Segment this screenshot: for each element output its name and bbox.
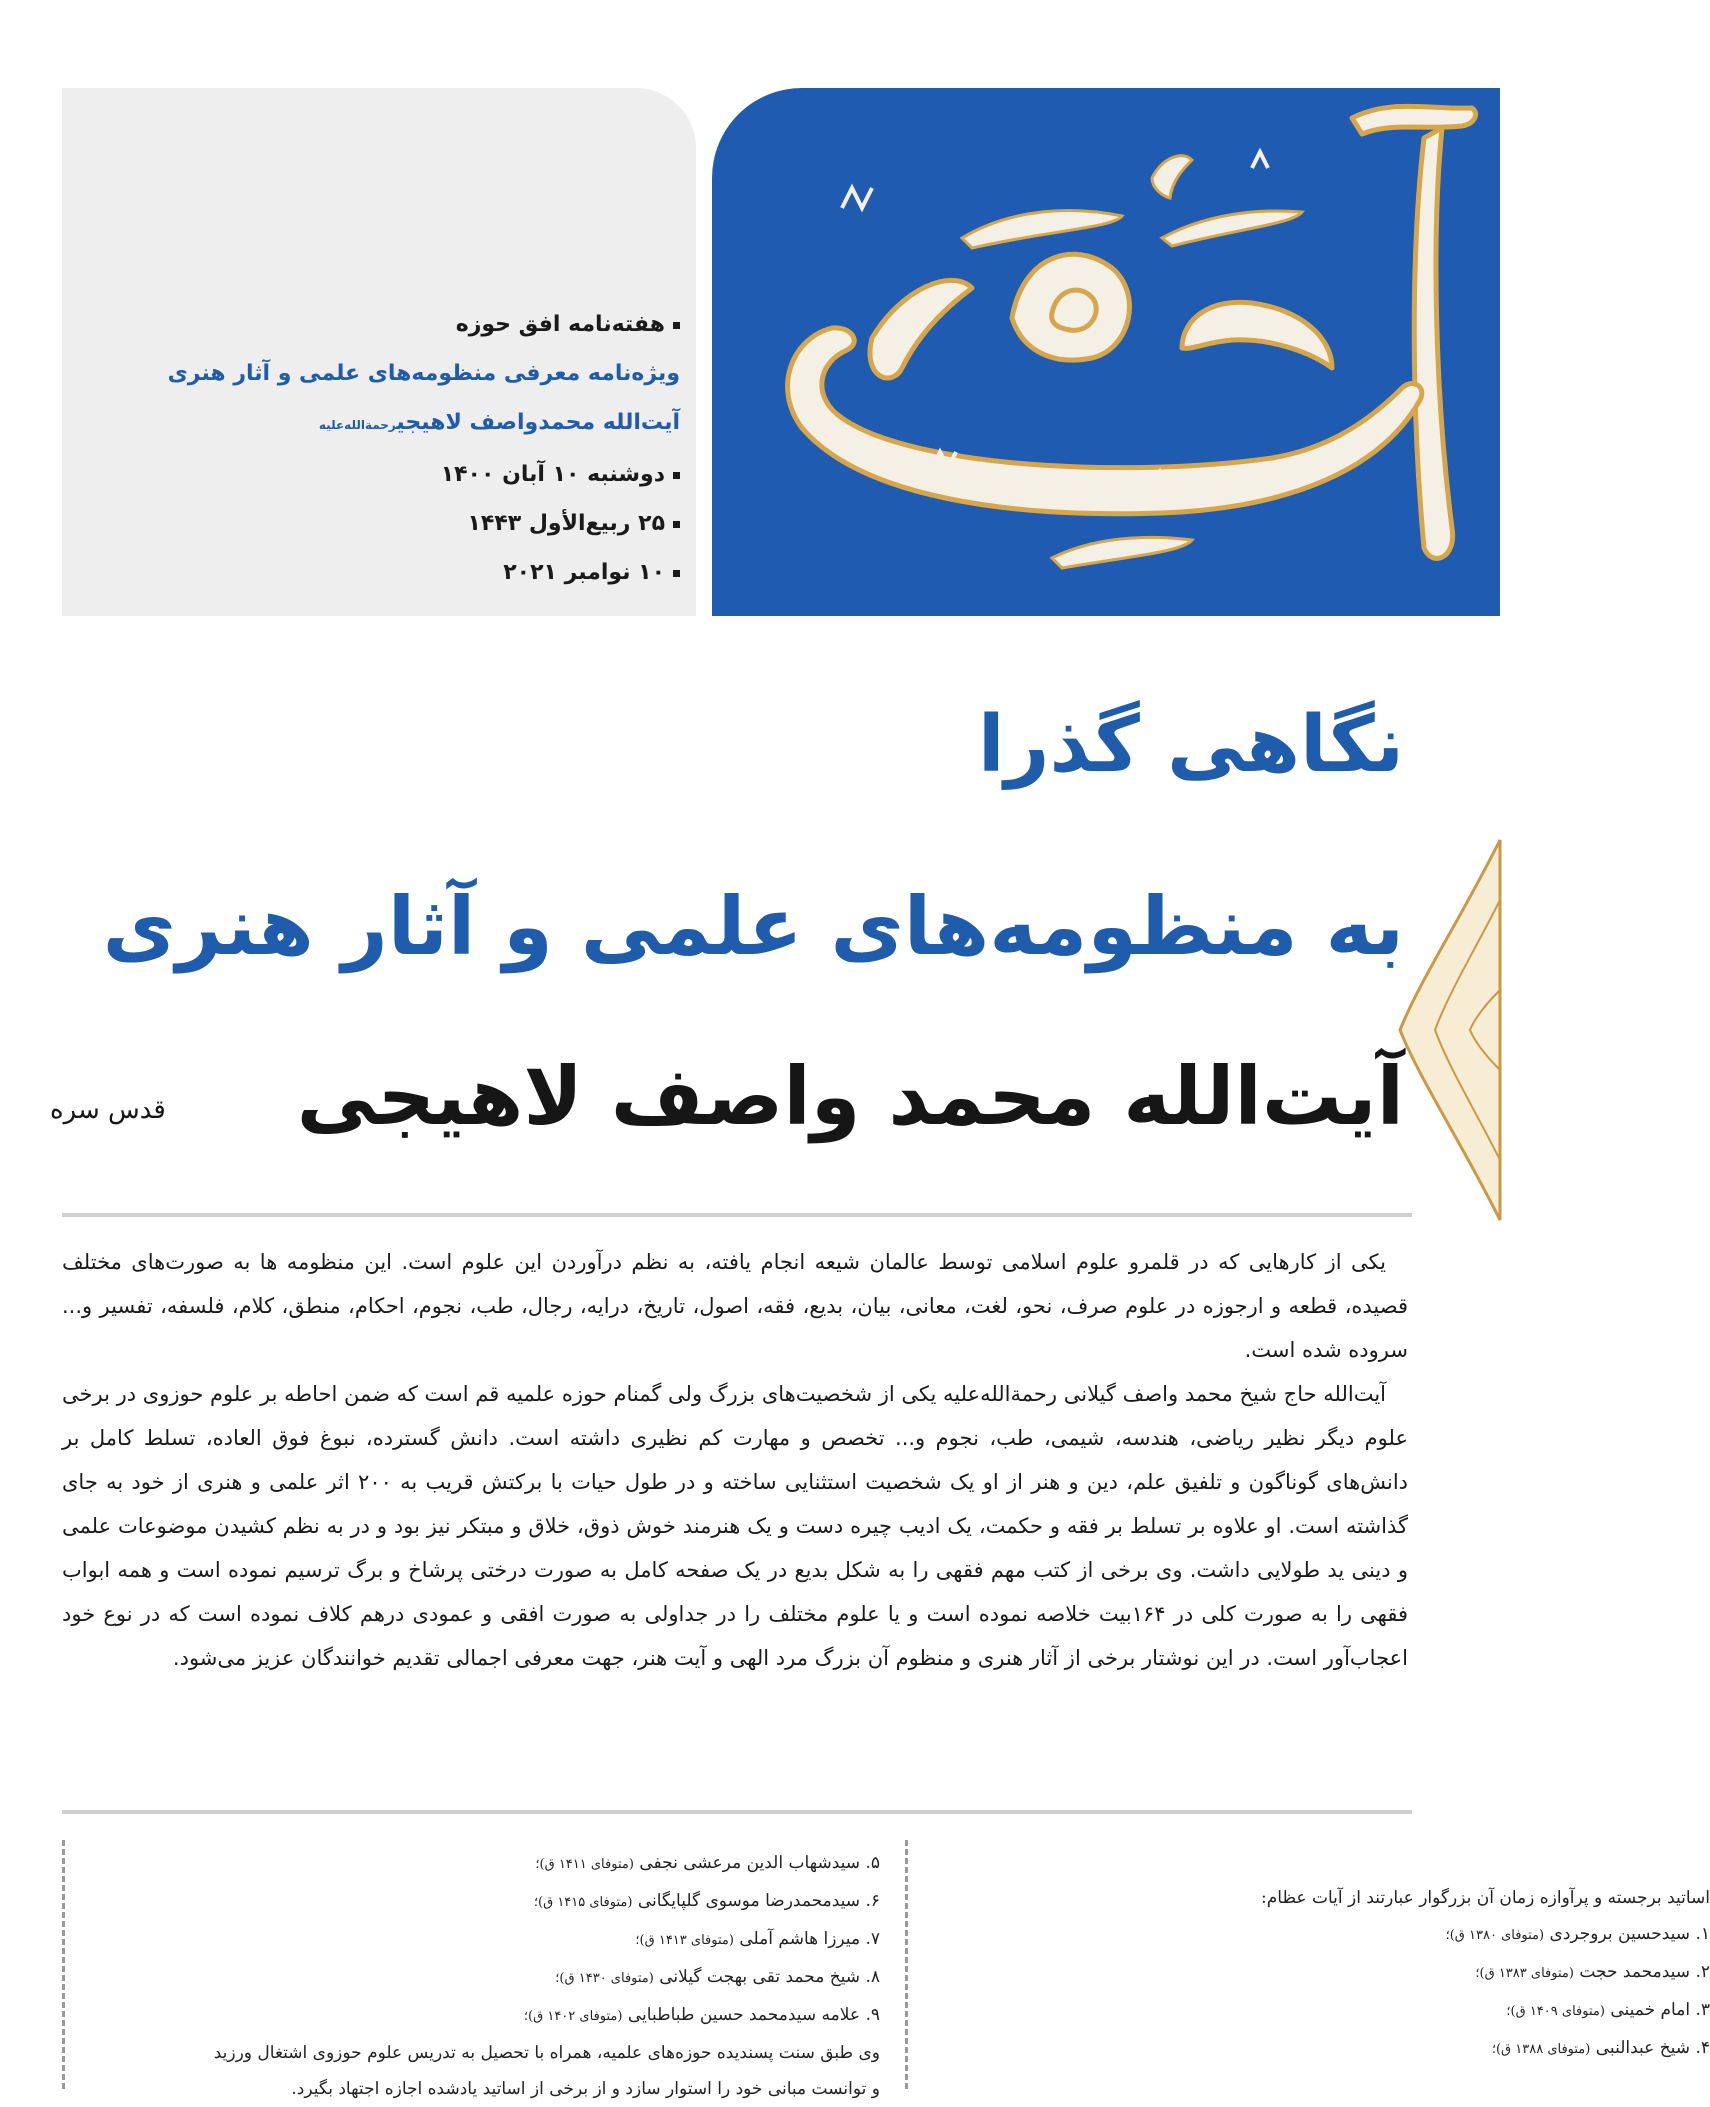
- footnote-column-separator: [905, 1840, 908, 2089]
- date-lunar-line: [120, 499, 680, 548]
- bullet-icon: [673, 472, 680, 479]
- footnotes-right: [1210, 1880, 1710, 2089]
- calligraphy-mark-3: [1252, 152, 1268, 168]
- bullet-icon: [673, 521, 680, 528]
- date-solar: دوشنبه ۱۰ آبان ۱۴۰۰: [440, 462, 665, 487]
- person-honorific: رحمة‌الله‌علیه: [318, 418, 397, 432]
- footnote-note: (متوفای ۱۴۱۵ ق)؛: [533, 1895, 633, 1910]
- footnote-note: (متوفای ۱۴۳۰ ق)؛: [555, 1971, 654, 1986]
- bullet-icon: [673, 322, 680, 329]
- bullet-icon: [673, 570, 680, 577]
- footnote-name: ۱. سیدحسین بروجردی: [1549, 1924, 1710, 1944]
- footnote-note: (متوفای ۱۳۸۰ ق)؛: [1445, 1928, 1545, 1943]
- footnote-name: ۹. علامه سیدمحمد حسین طباطبایی: [627, 2005, 880, 2025]
- footnote-item: [1210, 1992, 1710, 2030]
- footnote-item: [1210, 1954, 1710, 1992]
- footnote-intro: اساتید برجسته و پرآوازه زمان آن بزرگوار عبارتند از آیات عظام:: [1261, 1888, 1710, 1908]
- headline-line-3: آیت‌الله محمد واصف لاهیجی: [296, 1050, 1404, 1143]
- calligraphy-diacritic-4: [1152, 156, 1192, 198]
- paragraph-intro: یکی از کارهایی که در قلمرو علوم اسلامی توسط عالمان شیعه انجام یافته، به نظم درآوردن این علوم است. این منظومه ها به صورت‌های مختلف قصیده، قطعه و ارجوزه در علوم صرف، نحو، لغت، معانی، بیان، بدیع، فقه، اصول، تاریخ، درایه، رجال، طب، نجوم، احکام، منطق، کلام، فلسفه، تفسیر و... سروده شده است.: [62, 1250, 1408, 1362]
- headline-line-1: نگاهی گذرا: [977, 700, 1404, 790]
- calligraphy-diacritic-2: [1162, 211, 1302, 246]
- calligraphy-diacritic-1: [962, 211, 1122, 248]
- calligraphy-stroke-madd: [1352, 106, 1476, 134]
- footnotes-right-content: [1210, 1880, 1710, 2068]
- paragraph-biography: آیت‌الله حاج شیخ محمد واصف گیلانی رحمة‌الله‌علیه یکی از شخصیت‌های بزرگ ولی گمنام حوزه علمیه قم است که ضمن احاطه بر علوم حوزوی در برخی علوم دیگر نظیر ریاضی، هندسه، شیمی، طب، نجوم و... تخصص و مهارت کم نظیری داشته است. دانش گسترده، نبوغ فوق العاده، تسلط کامل بر دانش‌های گوناگون و تلفیق علم، دین و هنر از او یک شخصیت استثنایی ساخته و در طول حیات با برکتش قریب به ۲۰۰ اثر علمی و هنری از خود به جای گذاشته است. او علاوه بر تسلط بر فقه و حکمت، یک ادیب چیره دست و یک هنرمند خوش ذوق، خلاق و مبتکر نیز بود و در به نظم کشیدن موضوعات علمی و دینی ید طولایی داشت. وی برخی از کتب مهم فقهی را به شکل بدیع در یک صفحه کامل به صورت درختی پرشاخ و برگ ترسیم نموده است و همه ابواب فقهی را به صورت کلی در ۱۶۴بیت خلاصه نموده است و یا علوم مختلف را در جداولی به صورت افقی و عمودی درهم کلاف نموده است که در نوع خود اعجاب‌آور است. در این نوشتار برخی از آثار هنری و منظوم آن بزرگ مرد الهی و آیت هنر، جهت معرفی اجمالی تقدیم خوانندگان عزیز می‌شود.: [62, 1382, 1409, 1670]
- footnote-note: (متوفای ۱۴۰۲ ق)؛: [523, 2009, 623, 2024]
- article-body: [62, 1240, 1408, 1680]
- footnote-item: [80, 1883, 880, 1921]
- calligraphy-diacritic-3: [1052, 537, 1192, 568]
- calligraphy-mark-1: [842, 188, 872, 208]
- footnotes-middle: [80, 1845, 880, 2107]
- footnote-note: (متوفای ۱۴۰۹ ق)؛: [1506, 2004, 1605, 2019]
- footnote-note: (متوفای ۱۳۸۳ ق)؛: [1475, 1966, 1574, 1981]
- footnote-name: ۳. امام خمینی: [1610, 2000, 1710, 2020]
- person-name: آیت‌الله محمدواصف لاهیجی: [396, 410, 680, 435]
- divider-bottom: [62, 1810, 1412, 1814]
- publication-line: [120, 300, 680, 349]
- calligraphy-stroke-he: [1012, 254, 1129, 360]
- footnote-note: (متوفای ۱۳۸۸ ق)؛: [1491, 2042, 1591, 2057]
- footnote-tail-2: و توانست مبانی خود را استوار سازد و از برخی از اساتید یادشده اجازه اجتهاد بگیرد.: [291, 2079, 880, 2099]
- footnote-note: (متوفای ۱۴۱۳ ق)؛: [635, 1933, 734, 1948]
- hero-calligraphy-panel: [712, 88, 1500, 616]
- footnote-item: [80, 1997, 880, 2035]
- footnote-name: ۶. سیدمحمدرضا موسوی گلپایگانی: [637, 1891, 880, 1911]
- footnote-name: ۸. شیخ محمد تقی بهجت گیلانی: [659, 1967, 880, 1987]
- publication-name: هفته‌نامه افق حوزه: [455, 312, 665, 337]
- calligraphy-stroke-re: [870, 280, 972, 378]
- footnote-item: [80, 1845, 880, 1883]
- calligraphy-stroke-nun: [1182, 302, 1332, 368]
- header-info: [120, 300, 680, 597]
- headline-honorific: قدس سره: [50, 1095, 166, 1125]
- footnote-name: ۷. میرزا هاشم آملی: [739, 1929, 880, 1949]
- decorative-ornament: [1400, 840, 1500, 1220]
- footnote-column-border: [62, 1840, 65, 2089]
- calligraphy-stroke-alef: [1414, 128, 1452, 558]
- footnote-name: ۵. سیدشهاب الدین مرعشی نجفی: [639, 1853, 880, 1873]
- footnote-name: ۲. سیدمحمد حجت: [1579, 1962, 1710, 1982]
- date-gregorian: ۱۰ نوامبر ۲۰۲۱: [503, 560, 665, 585]
- date-gregorian-line: [120, 548, 680, 597]
- date-lunar: ۲۵ ربیع‌الأول ۱۴۴۳: [467, 511, 665, 536]
- divider-top: [62, 1213, 1412, 1217]
- footnote-item: [80, 1959, 880, 1997]
- calligraphy-logo: [712, 88, 1500, 616]
- footnote-name: ۴. شیخ عبدالنبی: [1595, 2038, 1710, 2058]
- footnote-note: (متوفای ۱۴۱۱ ق)؛: [535, 1857, 634, 1872]
- footnote-item: [1210, 1916, 1710, 1954]
- special-issue-line: [120, 349, 680, 398]
- date-solar-line: [120, 450, 680, 499]
- footnote-item: [1210, 2030, 1710, 2068]
- footnote-item: [80, 1921, 880, 1959]
- person-line: [120, 398, 680, 450]
- headline-line-2: به منظومه‌های علمی و آثار هنری: [102, 880, 1404, 973]
- footnote-tail-1: وی طبق سنت پسندیده حوزه‌های علمیه، همراه با تحصیل به تدریس علوم حوزوی اشتغال ورزید: [213, 2043, 880, 2063]
- special-issue-title: ویژه‌نامه معرفی منظومه‌های علمی و آثار هنری: [167, 361, 680, 386]
